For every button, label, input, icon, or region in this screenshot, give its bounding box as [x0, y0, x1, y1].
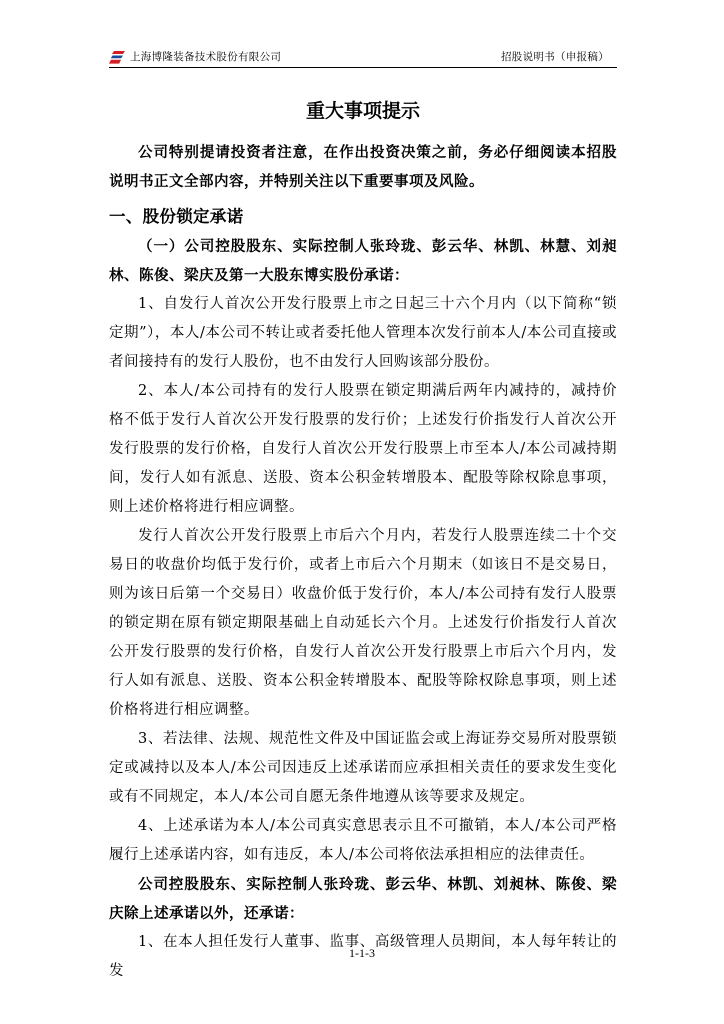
paragraph-4: 3、若法律、法规、规范性文件及中国证监会或上海证券交易所对股票锁定或减持以及本人/本公司因违反上述承诺而应承担相关责任的要求发生变化或有不同规定，本人/本公司自愿无条件地遵从该等要求及规定。 [109, 731, 617, 805]
page-title: 重大事项提示 [305, 100, 420, 122]
page-content [109, 98, 617, 986]
paragraph-1: 1、自发行人首次公开发行股票上市之日起三十六个月内（以下简称“锁定期”），本人/本公司不转让或者委托他人管理本次发行前本人/本公司直接或者间接持有的发行人股份，也不由发行人回购该部分股份。 [109, 296, 617, 370]
intro-paragraph: 公司特别提请投资者注意，在作出投资决策之前，务必仔细阅读本招股说明书正文全部内容，并特别关注以下重要事项及风险。 [109, 144, 617, 190]
company-name: 上海博隆装备技术股份有限公司 [130, 51, 282, 63]
page-number: 1-1-3 [349, 946, 375, 960]
page-header [109, 48, 617, 68]
subsection-heading-2: 公司控股股东、实际控制人张玲珑、彭云华、林凯、刘昶林、陈俊、梁庆除上述承诺以外，还承诺： [109, 876, 617, 922]
paragraph-3: 发行人首次公开发行股票上市后六个月内，若发行人股票连续二十个交易日的收盘价均低于发行价，或者上市后六个月期末（如该日不是交易日，则为该日后第一个交易日）收盘价低于发行价，本人/本公司持有发行人股票的锁定期在原有锁定期限基础上自动延长六个月。上述发行价指发行人首次公开发行股票的发行价格，自发行人首次公开发行股票上市后六个月内，发行人如有派息、送股、资本公积金转增股本、配股等除权除息事项，则上述价格将进行相应调整。 [109, 528, 617, 718]
paragraph-6: 1、在本人担任发行人董事、监事、高级管理人员期间，本人每年转让的发 [109, 934, 617, 979]
paragraph-5: 4、上述承诺为本人/本公司真实意思表示且不可撤销，本人/本公司严格履行上述承诺内容，如有违反，本人/本公司将依法承担相应的法律责任。 [109, 818, 617, 863]
document-name: 招股说明书（申报稿） [501, 51, 609, 63]
company-logo-icon [109, 50, 127, 65]
paragraph-2: 2、本人/本公司持有的发行人股票在锁定期满后两年内减持的，减持价格不低于发行人首次公开发行股票的发行价；上述发行价指发行人首次公开发行股票的发行价格，自发行人首次公开发行股票上市至本人/本公司减持期间，发行人如有派息、送股、资本公积金转增股本、配股等除权除息事项，则上述价格将进行相应调整。 [109, 383, 617, 515]
subsection-heading-1: （一）公司控股股东、实际控制人张玲珑、彭云华、林凯、林慧、刘昶林、陈俊、梁庆及第一大股东博实股份承诺： [109, 238, 617, 284]
section-heading: 一、股份锁定承诺 [109, 207, 244, 226]
